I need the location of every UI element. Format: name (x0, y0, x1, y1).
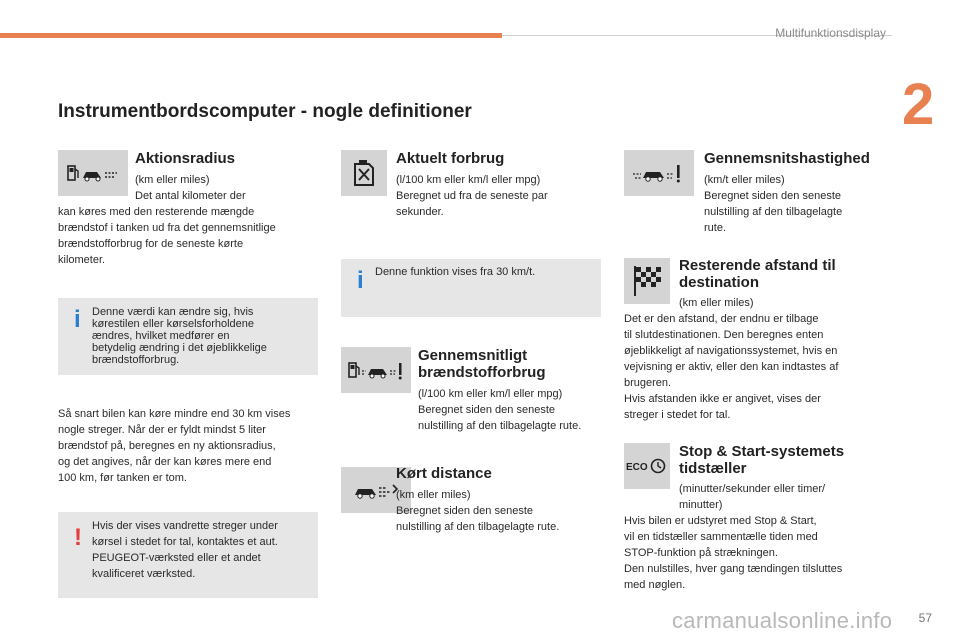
info-icon: i (74, 306, 81, 333)
aktionsradius-text: kan køres med den resterende mængde brændstof i tanken ud fra det gennemsnitlige brændstofforbrug for de seneste kørte kilometer. (58, 206, 276, 266)
info-note-value-change (58, 298, 318, 375)
car-speed-icon (624, 150, 694, 196)
info-note-text: Denne værdi kan ændre sig, hvis kørestilen eller kørselsforholdene ændres, hvilket medfører en betydelig ændring i det øjeblikkelige brændstofforbrug. (92, 306, 267, 366)
checkered-flag-icon (624, 258, 670, 304)
section-label: Multifunktionsdisplay (775, 26, 886, 40)
fuel-pump-car-icon (58, 150, 128, 196)
gennemsnitligt-text: (l/100 km eller km/l eller mpg) Beregnet siden den seneste nulstilling af den tilbagelagte rute. (418, 388, 582, 432)
fuel-can-icon (341, 150, 387, 196)
page-title: Instrumentbordscomputer - nogle definitioner (58, 101, 472, 122)
aktuelt-heading: Aktuelt forbrug (396, 150, 505, 167)
aktuelt-text: (l/100 km eller km/l eller mpg) Beregnet ud fra de seneste par sekunder. (396, 174, 548, 218)
koert-text: (km eller miles) Beregnet siden den seneste nulstilling af den tilbagelagte rute. (396, 489, 560, 533)
warning-icon: ! (74, 524, 82, 551)
eco-icon-text: ECO (626, 462, 648, 473)
hastighed-heading: Gennemsnitshastighed (704, 150, 870, 167)
warning-note-text: Hvis der vises vandrette streger under kørsel i stedet for tal, kontaktes et aut. PEUGEOT-værksted eller et andet kvalificeret værksted. (92, 520, 278, 580)
header-accent-bar (0, 33, 502, 38)
info-note-speed (341, 259, 601, 317)
eco-timer-icon (624, 443, 670, 489)
info-icon: i (357, 267, 364, 294)
watermark: carmanualsonline.info (672, 608, 893, 633)
page-number: 57 (918, 611, 932, 625)
aktionsradius-paragraph: Så snart bilen kan køre mindre end 30 km vises nogle streger. Når der er fyldt mindst 5 liter brændstof på, beregnes en ny aktionsradius, og det angives, når der kan køres mere end 100 km, før tanken er tom. (58, 408, 291, 484)
resterende-text: Det er den afstand, der endnu er tilbage til slutdestinationen. Den beregnes enten øjeblikkeligt af navigationssystemet, hvis en vejvisning er aktiv, eller den kan indtastes af brugeren. Hvis afstanden ikke er angivet, vises der streger i stedet for tal. (624, 313, 839, 421)
warning-note (58, 512, 318, 598)
aktionsradius-heading: Aktionsradius (135, 150, 236, 167)
aktionsradius-unit: (km eller miles) Det antal kilometer der (135, 174, 246, 202)
koert-heading: Kørt distance (396, 465, 492, 482)
gennemsnitligt-heading: Gennemsnitligt brændstofforbrug (418, 347, 546, 381)
info-note-speed-text: Denne funktion vises fra 30 km/t. (375, 266, 536, 278)
stopstart-text: Hvis bilen er udstyret med Stop & Start, vil en tidstæller sammentælle tiden med STOP-funktion på strækningen. Den nulstilles, hver gang tændingen tilsluttes med nøglen. (624, 515, 843, 591)
stopstart-heading: Stop & Start-systemets tidstæller (679, 443, 845, 477)
chapter-number: 2 (902, 72, 935, 137)
hastighed-text: (km/t eller miles) Beregnet siden den seneste nulstilling af den tilbagelagte rute. (704, 174, 843, 234)
fuel-pump-car-gauge-icon (341, 347, 411, 393)
stopstart-unit: (minutter/sekunder eller timer/ minutter) (679, 483, 826, 511)
resterende-unit: (km eller miles) (679, 297, 754, 309)
resterende-heading: Resterende afstand til destination (679, 257, 836, 291)
